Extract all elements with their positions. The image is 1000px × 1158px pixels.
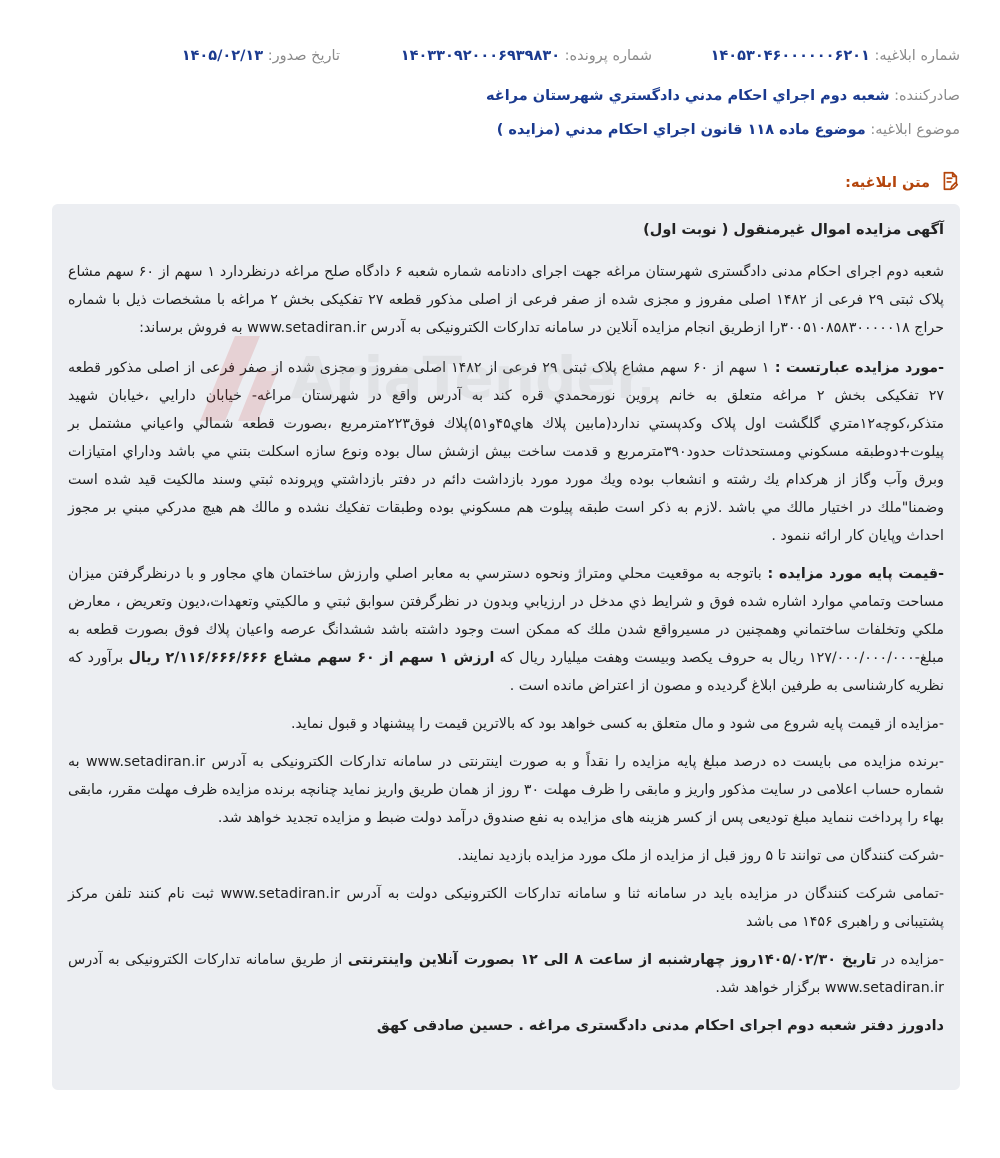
case-number-value: ۱۴۰۳۳۰۹۲۰۰۰۶۹۳۹۸۳۰ [400, 48, 561, 64]
document-edit-icon [938, 170, 960, 196]
notice-number [711, 48, 960, 64]
subject [497, 122, 960, 138]
header-row-subject [0, 122, 1000, 148]
paragraph-auction-date [68, 946, 944, 1002]
paragraph-subject-item [68, 354, 944, 550]
paragraph-base-price [68, 560, 944, 700]
paragraph-base-price-text-b: برآورد که نظریه کارشناسی به طرفین ابلاغ گردیده و مصون از اعتراض مانده است . [68, 650, 944, 694]
ad-title: آگهی مزایده اموال غیرمنقول ( نوبت اول) [643, 222, 944, 238]
subject-label: موضوع ابلاغیه: [870, 122, 960, 138]
issuer [486, 88, 960, 104]
paragraph-registration: -تمامی شرکت کنندگان در مزایده باید در سامانه ثنا و سامانه تدارکات الکترونیکی دولت به آدرس www.setadiran.ir ثبت نام کنند تلفن مرکز پشتیبانی و راهبری ۱۴۵۶ می باشد [68, 886, 944, 930]
case-number [401, 48, 652, 64]
header-row-issuer [0, 88, 1000, 114]
notice-number-value: ۱۴۰۵۳۰۴۶۰۰۰۰۰۰۶۲۰۱ [710, 48, 870, 64]
notice-text-heading [845, 170, 960, 196]
paragraph-subject-item-heading: -مورد مزایده عبارتست : [769, 360, 944, 376]
issuer-value: شعبه دوم اجراي احکام مدني دادگستري شهرستان مراغه [486, 88, 890, 104]
issue-date [182, 48, 340, 64]
notice-content-box [52, 204, 960, 1090]
paragraph-intro: شعبه دوم اجرای احکام مدنی دادگستری شهرستان مراغه جهت اجرای دادنامه شماره شعبه ۶ دادگاه صلح مراغه درنظردارد ۱ سهم از ۶۰ سهم مشاع پلاک ثبتی ۲۹ فرعی از ۱۴۸۲ اصلی مفروز و مجزی شده از صفر فرعی از اصلی مذکور قطعه ۲۷ تفکیکی بخش ۲ مراغه با مشخصات ذیل با شماره حراج ۳۰۰۵۱۰۸۵۸۳۰۰۰۰۰۱۸را ازطریق انجام مزایده آنلاین در سامانه تدارکات الکترونیکی به آدرس www.setadiran.ir به فروش برساند: [68, 264, 944, 336]
signature: دادورز دفتر شعبه دوم اجرای احکام مدنی دادگستری مراغه . حسین صادقی کهق [376, 1018, 944, 1034]
paragraph-base-price-text-a: باتوجه به موقعیت محلي ومتراژ ونحوه دسترسي به معابر اصلي وارزش ساختمان هاي مجاور و با درنظرگرفتن میزان مساحت وتمامي موارد اشاره شده فوق و شرایط ذي مدخل در ارزیابي وبدون در نظرگرفتن سوابق ثبتي و مالکیتي وتعهدات،دیون وتعریض ، معارض ملکي وتخلفات ساختماني وهمچنین در مسیرواقع شدن ملك که ممکن است وجود داشته باشد ششدانگ عرصه واعیان پلاك فوق بصورت قطعه به مبلغ-۱۲۷/۰۰۰/۰۰۰/۰۰۰ ریال به حروف یکصد وبیست وهفت میلیارد ریال که [68, 566, 944, 666]
paragraph-start-price: -مزایده از قیمت پایه شروع می شود و مال متعلق به کسی خواهد بود که بالاترین قیمت را پیشنهاد و قبول نماید. [290, 716, 944, 732]
issue-date-value: ۱۴۰۵/۰۲/۱۳ [181, 48, 264, 64]
paragraph-auction-date-bold: تاریخ ۱۴۰۵/۰۲/۳۰روز چهارشنبه از ساعت ۸ الی ۱۲ بصورت آنلاین واینترنتی [347, 952, 877, 968]
paragraph-visit: -شرکت کنندگان می توانند تا ۵ روز قبل از مزایده از ملک مورد مزایده بازدید نمایند. [457, 848, 944, 864]
notice-text-label: متن ابلاغیه: [845, 175, 930, 191]
issuer-label: صادرکننده: [894, 88, 960, 104]
paragraph-winner-payment: -برنده مزایده می بایست ده درصد مبلغ پایه مزایده را نقداً و به صورت اینترنتی در سامانه تدارکات الکترونیکی به آدرس www.setadiran.ir به شماره حساب اعلامی در سایت مذکور واریز و مابقی را ظرف مهلت ۳۰ روز از همان طریق واریز نماید چنانچه برنده مزایده ظرف مهلت مقرر، مابقی بهاء را پرداخت ننماید مبلغ تودیعی پس از کسر هزینه های مزایده به نفع صندوق درآمد دولت ضبط و مزایده تجدید خواهد شد. [68, 754, 944, 826]
paragraph-base-price-share-value: ارزش ۱ سهم از ۶۰ سهم مشاع ۲/۱۱۶/۶۶۶/۶۶۶ ریال [128, 650, 495, 666]
paragraph-auction-date-text-b: از طریق سامانه تدارکات الکترونیکی به آدرس www.setadiran.ir برگزار خواهد شد. [68, 952, 944, 996]
paragraph-auction-date-text-a: -مزایده در [876, 952, 944, 968]
notice-number-label: شماره ابلاغیه: [874, 48, 960, 64]
subject-value: موضوع ماده ۱۱۸ قانون اجراي احکام مدني (مزايده ) [496, 122, 866, 138]
case-number-label: شماره پرونده: [564, 48, 652, 64]
header-row-numbers [0, 48, 1000, 74]
paragraph-subject-item-text: ۱ سهم از ۶۰ سهم مشاع پلاک ثبتی ۲۹ فرعی از ۱۴۸۲ اصلی مفروز و مجزی شده از صفر فرعی از اصلی مذکور قطعه ۲۷ تفکیکی بخش ۲ مراغه متعلق به خانم پروین نورمحمدي قره کند به آدرس واقع در شهرستان مراغه- خیابان دارایي ،خیابان شهید متذکر،کوچه۱۲متري گلگشت اول پلاک وکدپستي ندارد(مابین پلاك هاي۴۵و۵۱)پلاك فوق۲۲۳مترمربع ،بصورت قطعه شمالي واعياني مشتمل بر پیلوت+دوطبقه مسکوني ومستحدثات حدود۳۹۰مترمربع و قدمت ساخت بیش ازشش سال بوده ونوع سازه اسکلت بتني مي باشد وداراي امتیازات وبرق وآب وگاز از هرکدام یك رشته و انشعاب بوده ویك مورد مورد بازداشت دائم در دفتر بازداشتي وپرونده ثبتي وسند مالکیت قید شده است وضمنا"ملك در اختيار مالك مي باشد .لازم به ذکر است طبقه پیلوت هم مسکوني بوده وطبقات تفکیك نشده و مالك هم هیچ مدرکي مبني بر مجوز احداث وپایان کار ارائه ننمود . [68, 360, 944, 544]
paragraph-base-price-heading: -قیمت پایه مورد مزایده : [761, 566, 944, 582]
issue-date-label: تاریخ صدور: [267, 48, 340, 64]
